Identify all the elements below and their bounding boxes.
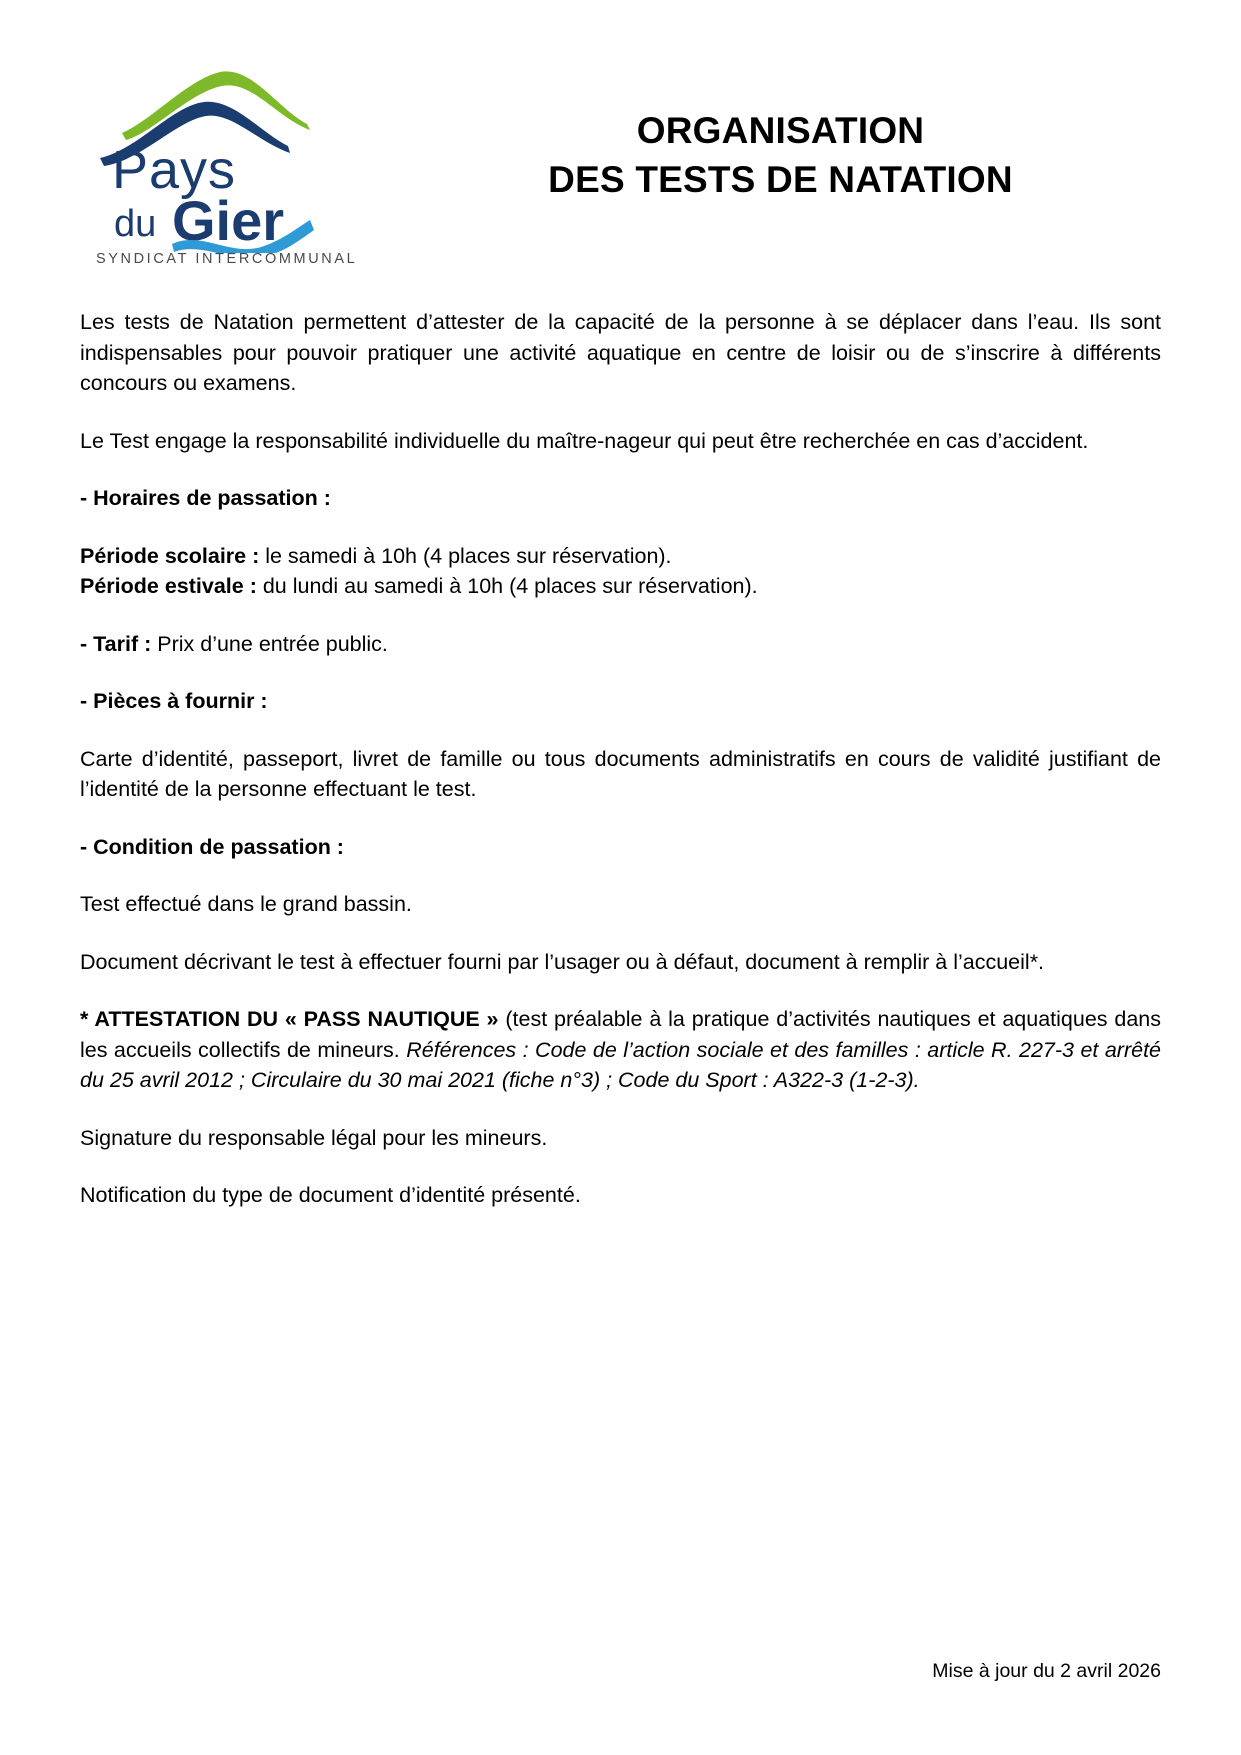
line-periode-estivale: [80, 571, 1161, 602]
footer-update-date: Mise à jour du 2 avril 2026: [932, 1660, 1161, 1682]
tarif-label: - Tarif :: [80, 631, 152, 656]
paragraph-responsabilite: Le Test engage la responsabilité individuelle du maître-nageur qui peut être recherchée en cas d’accident.: [80, 428, 1089, 453]
svg-text:Pays: Pays: [112, 140, 237, 200]
paragraph-signature: Signature du responsable légal pour les mineurs.: [80, 1125, 548, 1150]
periode-estivale-label: Période estivale :: [80, 574, 257, 599]
periode-estivale-value: du lundi au samedi à 10h (4 places sur réservation).: [256, 574, 758, 599]
heading-horaires: - Horaires de passation :: [80, 486, 331, 511]
periode-scolaire-value: le samedi à 10h (4 places sur réservation).: [259, 543, 672, 568]
paragraph-intro: Les tests de Natation permettent d’attester de la capacité de la personne à se déplacer dans l’eau. Ils sont indispensables pour pouvoir pratiquer une activité aquatique en centre de loisir ou de s’inscrire à différents concours ou examens.: [80, 310, 1161, 396]
paragraph-attestation: [80, 1004, 1161, 1096]
svg-text:Gier: Gier: [172, 189, 285, 252]
attestation-title: * ATTESTATION DU « PASS NAUTIQUE »: [80, 1007, 499, 1032]
page-title-line2: DES TESTS DE NATATION: [548, 159, 1013, 201]
tarif-value: Prix d’une entrée public.: [151, 631, 388, 656]
title-block: [410, 58, 1161, 204]
paragraph-condition: Test effectué dans le grand bassin.: [80, 892, 412, 917]
line-periode-scolaire: [80, 541, 1161, 572]
document-body: [80, 307, 1161, 1211]
document-header: [80, 0, 1161, 267]
page-title-line1: ORGANISATION: [636, 110, 925, 151]
logo-graphic: [92, 58, 392, 253]
logo-subtitle: SYNDICAT INTERCOMMUNAL: [96, 251, 358, 267]
attestation-text: (test préalable à la pratique d’activités nautiques et aquatiques dans les accueils collectifs de mineurs.: [80, 1007, 1161, 1062]
periode-scolaire-label: Période scolaire :: [80, 543, 260, 568]
heading-pieces: - Pièces à fournir :: [80, 689, 268, 714]
svg-text:du: du: [114, 203, 157, 245]
line-tarif: [80, 629, 1161, 660]
attestation-references: Références : Code de l’action sociale et des familles : article R. 227-3 et arrêté du 25 avril 2012 ; Circulaire du 30 mai 2021 (fiche n°3) ; Code du Sport : A322-3 (1-2-3).: [80, 1037, 1161, 1093]
heading-condition: - Condition de passation :: [80, 834, 344, 859]
paragraph-notification: Notification du type de document d’identité présenté.: [80, 1183, 581, 1208]
logo-pays-du-gier: [80, 58, 410, 267]
paragraph-pieces: Carte d’identité, passeport, livret de famille ou tous documents administratifs en cours de validité justifiant de l’identité de la personne effectuant le test.: [80, 746, 1161, 802]
paragraph-document: Document décrivant le test à effectuer fourni par l’usager ou à défaut, document à remplir à l’accueil*.: [80, 949, 1045, 974]
